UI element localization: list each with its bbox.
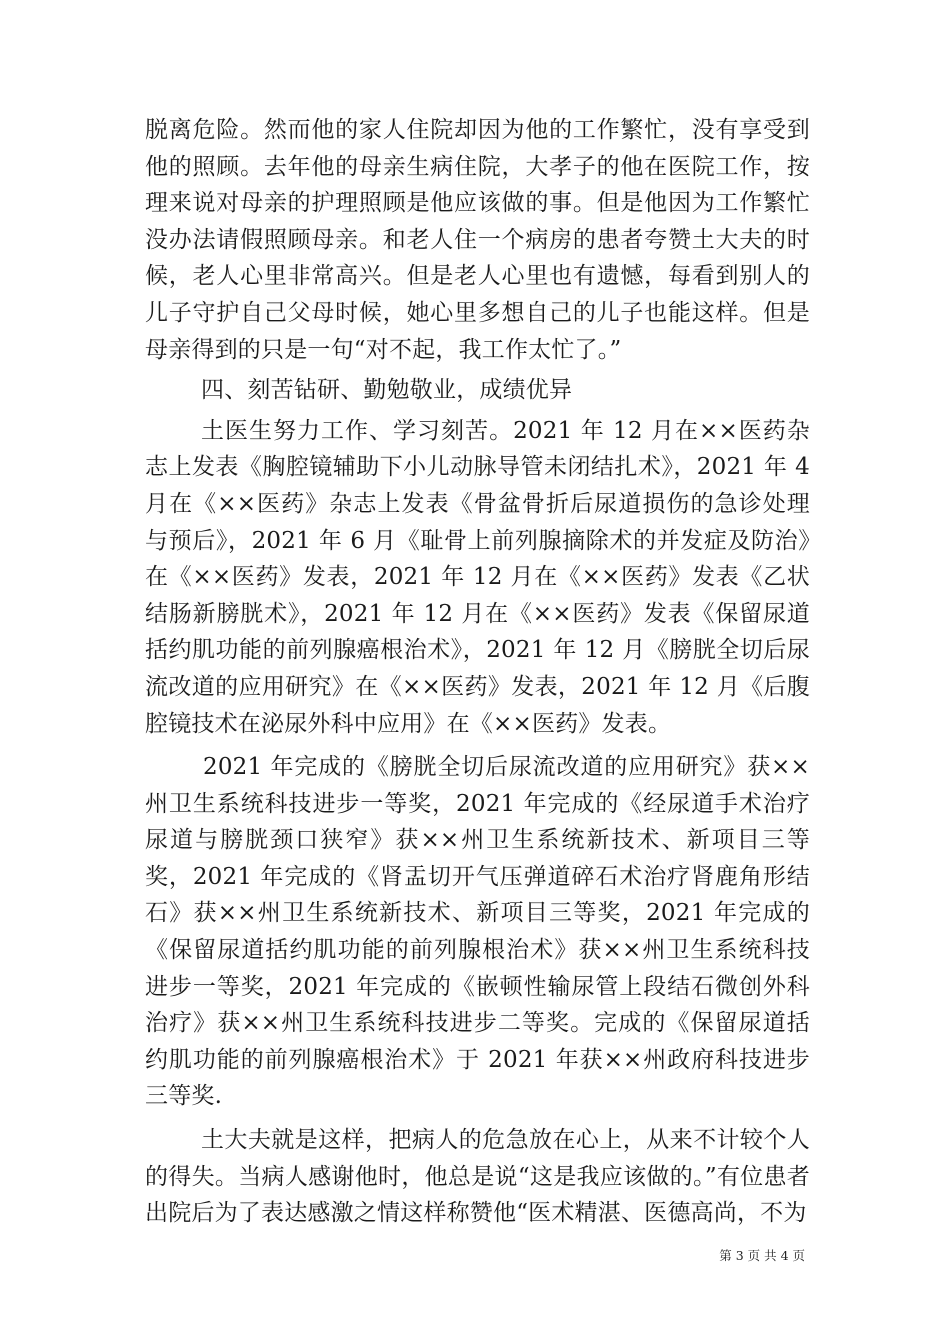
section-heading: 四、刻苦钻研、勤勉敬业，成绩优异 xyxy=(201,377,573,404)
paragraph-publications: 土医生努力工作、学习刻苦。2021 年 12 月在××医药杂志上发表《胸腔镜辅助下小儿动脉导管未闭结扎术》，2021 年 4 月在《××医药》杂志上发表《骨盆骨折后尿道损伤的急诊处理与预后》，2021 年 6 月《耻骨上前列腺摘除术的并发症及防治》在《××医药》发表，2021 年 12 月在《××医药》发表《乙状结肠新膀胱术》，2021 年 12 月在《××医药》发表《保留尿道括约肌功能的前列腺癌根治术》，2021 年 12 月《膀胱全切后尿流改道的应用研究》在《××医药》发表，2021 年 12 月《后腹腔镜技术在泌尿外科中应用》在《××医药》发表。 xyxy=(145,417,810,737)
paragraph-continuation: 脱离危险。然而他的家人住院却因为他的工作繁忙，没有享受到他的照顾。去年他的母亲生病住院，大孝子的他在医院工作，按理来说对母亲的护理照顾是他应该做的事。但是他因为工作繁忙没办法请假照顾母亲。和老人住一个病房的患者夸赞土大夫的时候，老人心里非常高兴。但是老人心里也有遗憾，每看到别人的儿子守护自己父母时候，她心里多想自己的儿子也能这样。但是母亲得到的只是一句“对不起，我工作太忙了。” xyxy=(145,117,810,363)
paragraph-conclusion: 土大夫就是这样，把病人的危急放在心上，从来不计较个人的得失。当病人感谢他时，他总是说“这是我应该做的。”有位患者出院后为了表达感激之情这样称赞他“医术精湛、医德高尚，不为 xyxy=(145,1127,810,1227)
page-number: 第 3 页 共 4 页 xyxy=(719,1248,805,1263)
body-text xyxy=(145,112,810,1232)
paragraph-awards: 2021 年完成的《膀胱全切后尿流改道的应用研究》获××州卫生系统科技进步一等奖，2021 年完成的《经尿道手术治疗尿道与膀胱颈口狭窄》获××州卫生系统新技术、新项目三等奖，2021 年完成的《肾盂切开气压弹道碎石术治疗肾鹿角形结石》获××州卫生系统新技术、新项目三等奖，2021 年完成的《保留尿道括约肌功能的前列腺根治术》获××州卫生系统科技进步一等奖，2021 年完成的《嵌顿性输尿管上段结石微创外科治疗》获××州卫生系统科技进步二等奖。完成的《保留尿道括约肌功能的前列腺癌根治术》于 2021 年获××州政府科技进步三等奖. xyxy=(145,754,810,1110)
